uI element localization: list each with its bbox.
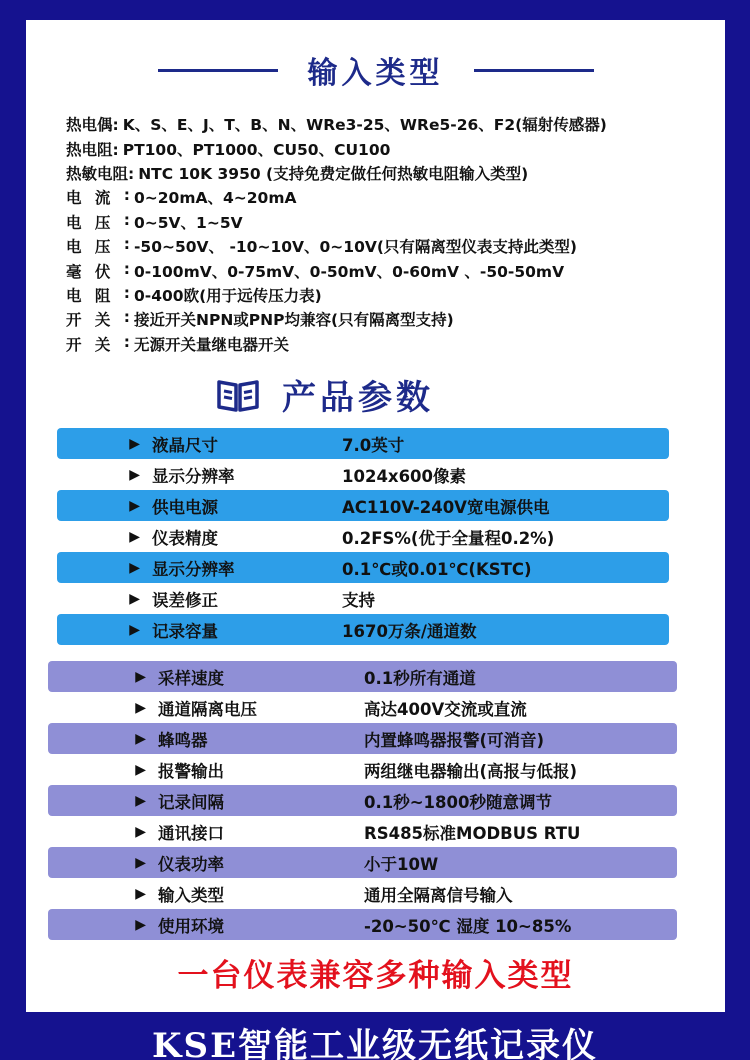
triangle-bullet-icon: ▶: [129, 621, 140, 638]
triangle-bullet-icon: ▶: [135, 730, 146, 747]
input-type-row: [66, 283, 706, 307]
input-type-row: [66, 307, 706, 331]
input-type-row: [66, 332, 706, 356]
input-type-row: [66, 210, 706, 234]
param-label: 仪表精度: [152, 528, 218, 548]
param-row: [48, 754, 677, 785]
heading-line-right: [474, 69, 594, 72]
param-value: 内置蜂鸣器报警(可消音): [364, 730, 545, 750]
param-row: [57, 521, 669, 552]
param-value: 小于10W: [364, 854, 439, 874]
input-type-value: 0-100mV、0-75mV、0-50mV、0-60mV 、-50-50mV: [134, 262, 565, 281]
param-label: 显示分辨率: [152, 466, 235, 486]
param-value: 两组继电器输出(高报与低报): [364, 761, 578, 781]
param-label: 仪表功率: [158, 854, 224, 874]
param-value: 通用全隔离信号输入: [364, 885, 513, 905]
triangle-bullet-icon: ▶: [129, 559, 140, 576]
param-value: 0.1秒所有通道: [364, 668, 476, 688]
param-value: 0.2FS%(优于全量程0.2%): [342, 528, 555, 548]
triangle-bullet-icon: ▶: [129, 497, 140, 514]
input-type-value: 接近开关NPN或PNP均兼容(只有隔离型支持): [134, 311, 454, 330]
params-table-1: [57, 428, 669, 645]
product-params-title: 产品参数: [282, 378, 434, 418]
param-value: 高达400V交流或直流: [364, 699, 527, 719]
content-panel: [26, 20, 725, 1012]
input-types-list: [66, 112, 706, 356]
input-type-row: [66, 258, 706, 282]
param-value: AC110V-240V宽电源供电: [342, 497, 550, 517]
input-type-value: 0~5V、1~5V: [134, 213, 243, 232]
param-value: 0.1秒~1800秒随意调节: [364, 792, 552, 812]
param-label: 通讯接口: [158, 823, 224, 843]
input-type-value: NTC 10K 3950 (支持免费定做任何热敏电阻输入类型): [138, 164, 529, 183]
input-type-row: [66, 234, 706, 258]
input-type-value: -50~50V、 -10~10V、0~10V(只有隔离型仪表支持此类型): [134, 238, 578, 257]
param-row: [48, 661, 677, 692]
triangle-bullet-icon: ▶: [135, 823, 146, 840]
input-type-value: K、S、E、J、T、B、N、WRe3-25、WRe5-26、F2(辐射传感器): [122, 116, 607, 135]
param-value: 7.0英寸: [342, 435, 405, 455]
heading-line-left: [158, 69, 278, 72]
input-type-label: 热电阻:: [66, 140, 119, 159]
triangle-bullet-icon: ▶: [135, 854, 146, 871]
input-type-label: 电 压 :: [66, 210, 130, 232]
param-row: [48, 847, 677, 878]
params-table-2: [48, 661, 677, 940]
param-value: 支持: [342, 590, 375, 610]
input-type-value: 0-400欧(用于远传压力表): [134, 286, 322, 305]
input-type-label: 毫 伏 :: [66, 259, 130, 281]
param-value: 1670万条/通道数: [342, 621, 477, 641]
input-type-value: 无源开关量继电器开关: [134, 335, 290, 354]
param-row: [57, 459, 669, 490]
param-label: 采样速度: [158, 668, 224, 688]
triangle-bullet-icon: ▶: [135, 885, 146, 902]
param-row: [48, 878, 677, 909]
param-value: RS485标准MODBUS RTU: [364, 823, 581, 843]
input-types-heading: [26, 48, 725, 92]
triangle-bullet-icon: ▶: [129, 590, 140, 607]
param-row: [48, 692, 677, 723]
param-row: [48, 785, 677, 816]
triangle-bullet-icon: ▶: [129, 466, 140, 483]
triangle-bullet-icon: ▶: [129, 528, 140, 545]
input-type-value: PT100、PT1000、CU50、CU100: [122, 140, 391, 159]
param-row: [57, 583, 669, 614]
param-label: 报警输出: [158, 761, 224, 781]
triangle-bullet-icon: ▶: [135, 668, 146, 685]
param-row: [57, 490, 669, 521]
product-params-heading: [26, 370, 725, 419]
input-type-label: 开 关 :: [66, 332, 130, 354]
input-type-value: 0~20mA、4~20mA: [134, 189, 297, 208]
input-type-row: [66, 136, 706, 160]
param-label: 误差修正: [152, 590, 218, 610]
input-type-label: 热电偶:: [66, 116, 119, 135]
footer-title: KSE智能工业级无纸记录仪: [151, 1026, 599, 1060]
input-type-label: 电 压 :: [66, 235, 130, 257]
param-row: [48, 816, 677, 847]
param-label: 使用环境: [158, 916, 224, 936]
param-label: 供电电源: [152, 497, 218, 517]
input-type-label: 电 阻 :: [66, 283, 130, 305]
input-type-row: [66, 161, 706, 185]
input-type-label: 电 流 :: [66, 186, 130, 208]
triangle-bullet-icon: ▶: [135, 916, 146, 933]
input-type-row: [66, 185, 706, 209]
param-value: -20~50℃ 湿度 10~85%: [364, 916, 572, 936]
input-types-title: 输入类型: [307, 56, 444, 91]
param-value: 1024x600像素: [342, 466, 467, 486]
input-type-row: [66, 112, 706, 136]
book-icon: [216, 377, 260, 413]
param-label: 液晶尺寸: [152, 435, 218, 455]
param-row: [48, 909, 677, 940]
slogan: 一台仪表兼容多种输入类型: [177, 958, 574, 994]
param-row: [57, 614, 669, 645]
triangle-bullet-icon: ▶: [135, 699, 146, 716]
param-value: 0.1℃或0.01℃(KSTC): [342, 559, 532, 579]
param-label: 输入类型: [158, 885, 224, 905]
triangle-bullet-icon: ▶: [135, 792, 146, 809]
triangle-bullet-icon: ▶: [135, 761, 146, 778]
param-row: [57, 428, 669, 459]
input-type-label: 热敏电阻:: [66, 164, 135, 183]
triangle-bullet-icon: ▶: [129, 435, 140, 452]
input-type-label: 开 关 :: [66, 308, 130, 330]
param-row: [57, 552, 669, 583]
param-label: 显示分辨率: [152, 559, 235, 579]
param-label: 通道隔离电压: [158, 699, 257, 719]
param-label: 记录容量: [152, 621, 218, 641]
param-label: 蜂鸣器: [158, 730, 208, 750]
param-label: 记录间隔: [158, 792, 224, 812]
param-row: [48, 723, 677, 754]
